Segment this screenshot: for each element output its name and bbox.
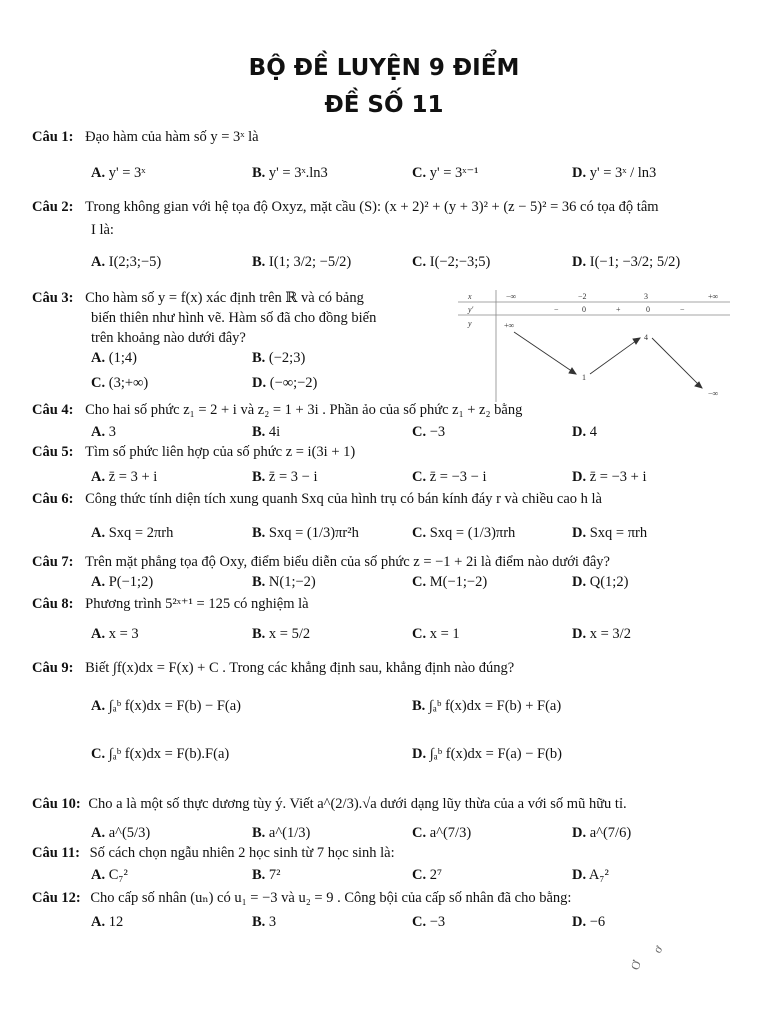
question-stem-continued: I là: [91, 222, 114, 238]
option-c: C. Sxq = (1/3)πrh [412, 525, 516, 541]
option-d: D. ∫ₐᵇ f(x)dx = F(a) − F(b) [412, 746, 563, 762]
option-c: C. x = 1 [412, 626, 460, 642]
question-11 [32, 844, 756, 863]
option-letter: C. [412, 914, 427, 930]
option-d: D. −6 [572, 914, 606, 930]
option-b: B. I(1; 3/2; −5/2) [252, 254, 352, 270]
option-letter: C. [412, 626, 427, 642]
y-value: 4 [644, 333, 648, 342]
question-4 [32, 401, 756, 420]
option-letter: C. [412, 525, 427, 541]
question-number: Câu 7: [32, 554, 74, 570]
option-letter: B. [252, 424, 266, 440]
option-letter: D. [572, 914, 587, 930]
option-a: A. C₇² [91, 867, 128, 883]
option-letter: A. [91, 469, 106, 485]
question-stem: Phương trình 5²ˣ⁺¹ = 125 có nghiệm là [85, 596, 309, 612]
x-value: +∞ [708, 292, 719, 301]
option-c: C. M(−1;−2) [412, 574, 488, 590]
option-d: D. y' = 3ˣ / ln3 [572, 165, 657, 181]
option-d: D. a^(7/6) [572, 825, 632, 841]
exam-subtitle: ĐỀ SỐ 11 [324, 92, 444, 118]
pencil-mark: Ơ [627, 958, 644, 972]
option-letter: A. [91, 424, 106, 440]
question-8 [32, 595, 756, 614]
question-number: Câu 11: [32, 845, 80, 861]
option-b: B. y' = 3ˣ.ln3 [252, 165, 328, 181]
question-stem: Biết ∫f(x)dx = F(x) + C . Trong các khẳng định sau, khẳng định nào đúng? [85, 660, 515, 676]
sign-value: 0 [646, 305, 650, 314]
option-c: C. −3 [412, 424, 446, 440]
option-letter: B. [412, 698, 426, 714]
option-letter: D. [572, 867, 587, 883]
option-a: A. Sxq = 2πrh [91, 525, 174, 541]
y-value: 1 [582, 373, 586, 382]
option-a: A. I(2;3;−5) [91, 254, 162, 270]
question-stem: Cho a là một số thực dương tùy ý. Viết a^(2/3).√a dưới dạng lũy thừa của a với số mũ hữu tỉ. [88, 796, 627, 812]
option-letter: A. [91, 574, 106, 590]
option-a: A. ∫ₐᵇ f(x)dx = F(b) − F(a) [91, 698, 242, 714]
option-letter: D. [252, 375, 267, 391]
row-label-y-prime: y' [468, 305, 474, 314]
option-letter: D. [572, 424, 587, 440]
option-letter: A. [91, 254, 106, 270]
option-b: B. 4i [252, 424, 281, 440]
y-value: −∞ [708, 389, 719, 398]
question-number: Câu 1: [32, 129, 74, 145]
option-d: D. A₇² [572, 867, 609, 883]
option-letter: C. [412, 165, 427, 181]
question-number: Câu 2: [32, 199, 74, 215]
option-letter: B. [252, 525, 266, 541]
option-letter: C. [412, 574, 427, 590]
option-a: A. z̄ = 3 + i [91, 469, 158, 485]
exam-title: BỘ ĐỀ LUYỆN 9 ĐIỂM [248, 55, 520, 81]
option-a: A. 12 [91, 914, 124, 930]
question-number: Câu 6: [32, 491, 74, 507]
question-number: Câu 9: [32, 660, 74, 676]
option-a: A. (1;4) [91, 350, 137, 366]
option-letter: A. [91, 825, 106, 841]
question-stem: Cho cấp số nhân (uₙ) có u₁ = −3 và u₂ = 9 . Công bội của cấp số nhân đã cho bằng: [90, 890, 572, 906]
question-number: Câu 3: [32, 290, 74, 306]
option-c: C. y' = 3ˣ⁻¹ [412, 165, 479, 181]
option-letter: A. [91, 698, 106, 714]
option-d: D. 4 [572, 424, 597, 440]
option-d: D. Sxq = πrh [572, 525, 648, 541]
option-letter: C. [412, 254, 427, 270]
option-letter: B. [252, 165, 266, 181]
option-a: A. y' = 3ˣ [91, 165, 146, 181]
option-letter: D. [572, 525, 587, 541]
question-stem: Trên mặt phẳng tọa độ Oxy, điểm biểu diễn của số phức z = −1 + 2i là điểm nào dưới đây? [85, 554, 610, 570]
option-d: D. I(−1; −3/2; 5/2) [572, 254, 681, 270]
question-stem: Số cách chọn ngẫu nhiên 2 học sinh từ 7 học sinh là: [89, 845, 395, 861]
option-d: D. (−∞;−2) [252, 375, 318, 391]
option-a: A. x = 3 [91, 626, 139, 642]
option-a: A. P(−1;2) [91, 574, 154, 590]
option-b: B. (−2;3) [252, 350, 306, 366]
option-c: C. (3;+∞) [91, 375, 149, 391]
option-c: C. I(−2;−3;5) [412, 254, 491, 270]
option-letter: B. [252, 350, 266, 366]
option-letter: C. [91, 375, 106, 391]
option-b: B. z̄ = 3 − i [252, 469, 318, 485]
option-letter: A. [91, 350, 106, 366]
option-d: D. Q(1;2) [572, 574, 629, 590]
x-value: −∞ [506, 292, 517, 301]
question-10 [32, 795, 756, 814]
question-12 [32, 889, 756, 908]
option-b: B. N(1;−2) [252, 574, 316, 590]
option-letter: B. [252, 914, 266, 930]
question-6 [32, 490, 756, 509]
pencil-mark: ơ [650, 942, 666, 956]
option-letter: C. [412, 825, 427, 841]
option-letter: B. [252, 825, 266, 841]
variation-table [458, 290, 730, 402]
option-letter: C. [412, 469, 427, 485]
question-stem: Cho hàm số y = f(x) xác định trên ℝ và có bảng [85, 290, 364, 306]
option-letter: D. [572, 825, 587, 841]
sign-value: − [554, 305, 559, 314]
option-b: B. ∫ₐᵇ f(x)dx = F(b) + F(a) [412, 698, 562, 714]
option-a: A. 3 [91, 424, 116, 440]
sign-value: − [680, 305, 685, 314]
x-value: −2 [578, 292, 587, 301]
option-letter: D. [572, 574, 587, 590]
sign-value: 0 [582, 305, 586, 314]
question-5 [32, 443, 756, 462]
option-letter: D. [572, 626, 587, 642]
option-b: B. 3 [252, 914, 277, 930]
question-number: Câu 5: [32, 444, 74, 460]
option-letter: A. [91, 165, 106, 181]
question-stem-continued: trên khoảng nào dưới đây? [91, 330, 246, 346]
question-stem: Trong không gian với hệ tọa độ Oxyz, mặt cầu (S): (x + 2)² + (y + 3)² + (z − 5)² = 36 có tọa độ tâm [85, 199, 659, 215]
question-stem: Đạo hàm của hàm số y = 3ˣ là [85, 129, 259, 145]
question-7 [32, 553, 756, 572]
question-1 [32, 128, 756, 147]
option-letter: B. [252, 469, 266, 485]
option-letter: B. [252, 254, 266, 270]
option-letter: D. [572, 469, 587, 485]
x-value: 3 [644, 292, 648, 301]
option-b: B. Sxq = (1/3)πr²h [252, 525, 359, 541]
option-d: D. x = 3/2 [572, 626, 631, 642]
option-letter: A. [91, 525, 106, 541]
option-letter: A. [91, 867, 106, 883]
option-letter: A. [91, 626, 106, 642]
option-b: B. 7² [252, 867, 281, 883]
question-number: Câu 12: [32, 890, 81, 906]
option-letter: B. [252, 867, 266, 883]
option-b: B. x = 5/2 [252, 626, 311, 642]
option-c: C. a^(7/3) [412, 825, 472, 841]
option-letter: C. [412, 424, 427, 440]
option-letter: B. [252, 626, 266, 642]
sign-value: + [616, 305, 621, 314]
question-stem: Công thức tính diện tích xung quanh Sxq của hình trụ có bán kính đáy r và chiều cao h là [85, 491, 602, 507]
option-letter: C. [91, 746, 106, 762]
option-c: C. ∫ₐᵇ f(x)dx = F(b).F(a) [91, 746, 230, 762]
option-a: A. a^(5/3) [91, 825, 151, 841]
question-stem: Cho hai số phức z₁ = 2 + i và z₂ = 1 + 3i . Phần ảo của số phức z₁ + z₂ bằng [85, 402, 523, 418]
option-letter: B. [252, 574, 266, 590]
question-number: Câu 4: [32, 402, 74, 418]
row-label-x: x [468, 292, 472, 301]
option-c: C. −3 [412, 914, 446, 930]
y-value: +∞ [504, 321, 515, 330]
option-b: B. a^(1/3) [252, 825, 311, 841]
question-stem: Tìm số phức liên hợp của số phức z = i(3i + 1) [85, 444, 356, 460]
option-letter: D. [412, 746, 427, 762]
question-stem-continued: biến thiên như hình vẽ. Hàm số đã cho đồng biến [91, 310, 377, 326]
option-letter: C. [412, 867, 427, 883]
question-9 [32, 659, 756, 678]
question-number: Câu 10: [32, 796, 81, 812]
option-letter: A. [91, 914, 106, 930]
row-label-y: y [468, 319, 472, 328]
question-number: Câu 8: [32, 596, 74, 612]
question-2 [32, 198, 756, 217]
option-letter: D. [572, 254, 587, 270]
option-c: C. z̄ = −3 − i [412, 469, 487, 485]
option-letter: D. [572, 165, 587, 181]
option-d: D. z̄ = −3 + i [572, 469, 647, 485]
option-c: C. 2⁷ [412, 867, 443, 883]
